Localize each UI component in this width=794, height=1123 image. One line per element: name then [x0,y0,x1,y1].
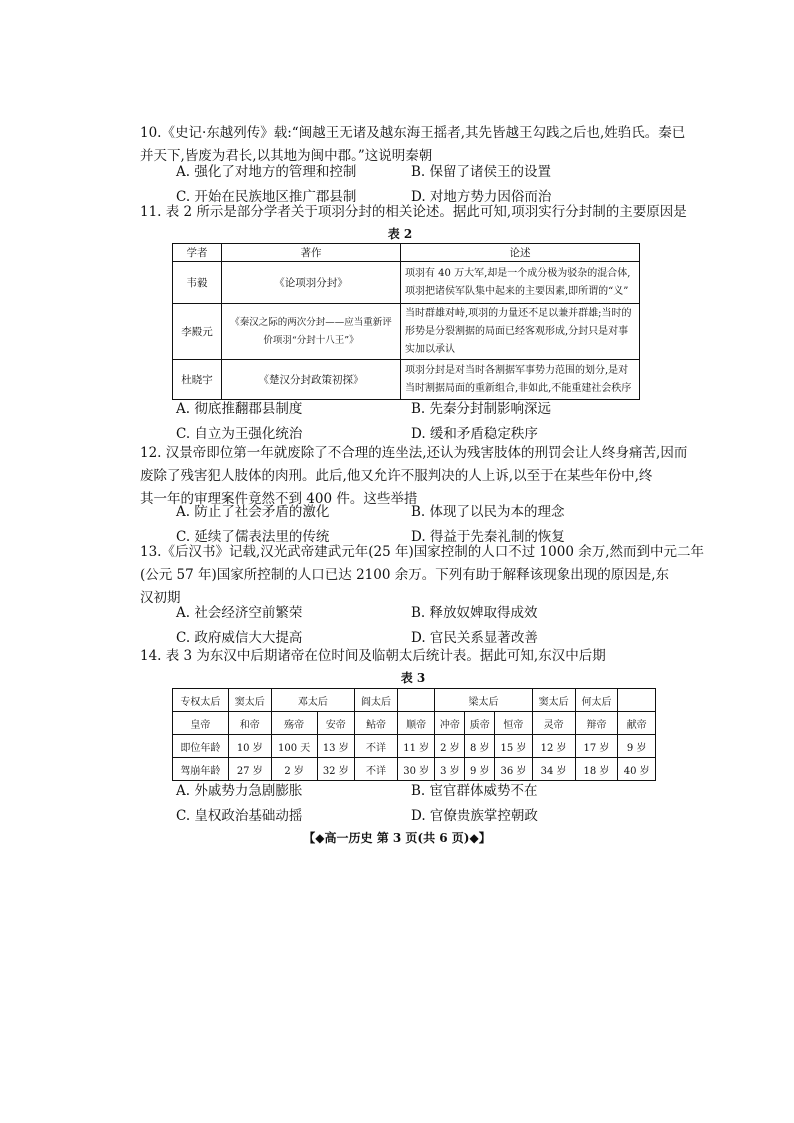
page-footer: 【◆高一历史 第 3 页(共 6 页)◆】 [303,831,491,845]
q14-option-b[interactable]: B. 宦官群体威势不在 [411,783,538,799]
table-3-age-cell: 100 天 [271,735,317,758]
table-3-age-cell: 10 岁 [228,735,271,758]
table-2-header-scholar: 学者 [173,244,222,262]
table-3-accession-row [173,735,656,758]
table-3-empress-cell: 梁太后 [435,689,532,712]
question-12-stem-line-3: 其一年的审理案件竟然不到 400 件。这些举措 [140,491,418,507]
table-3-age-cell: 34 岁 [532,758,575,781]
question-13-stem-line-3: 汉初期 [140,590,181,606]
table-3-emperor-cell: 灵帝 [532,712,575,735]
table-3-age-cell: 11 岁 [397,735,435,758]
table-3-emperor-cell: 恒帝 [495,712,533,735]
table-2-header-argument: 论述 [401,244,640,262]
table-3-age-cell: 不详 [355,758,398,781]
table-2-work-cell: 《论项羽分封》 [222,262,401,304]
table-2-scholar-cell: 杜晓宇 [173,360,222,400]
table-2 [172,243,640,400]
q11-option-b[interactable]: B. 先秦分封制影响深远 [411,401,552,417]
q13-option-a[interactable]: A. 社会经济空前繁荣 [176,605,303,621]
question-14 [140,645,670,668]
question-11 [140,201,687,224]
table-2-argument-cell: 项羽分封是对当时各割据军事势力范围的划分,是对当时割据局面的重新组合,非如此,不能重建社会秩序 [401,360,640,400]
table-3-row-label: 即位年龄 [173,735,229,758]
table-3-emperor-cell: 和帝 [228,712,271,735]
question-14-stem-line-1: 14. 表 3 为东汉中后期诸帝在位时间及临朝太后统计表。据此可知,东汉中后期 [140,648,606,664]
table-2-work-cell: 《秦汉之际的两次分封——应当重新评价项羽“分封十八王”》 [222,304,401,360]
table-2-argument-cell: 项羽有 40 万大军,却是一个成分极为驳杂的混合体,项羽把诸侯军队集中起来的主要因素,即所谓的“义” [401,262,640,304]
table-3-age-cell: 3 岁 [435,758,465,781]
table-row [173,262,640,304]
q13-option-d[interactable]: D. 官民关系显著改善 [411,630,538,646]
table-2-argument-cell: 当时群雄对峙,项羽的力量还不足以兼并群雄;当时的形势是分裂割据的局面已经客观形成,分封只是对事实加以承认 [401,304,640,360]
table-2-header-row [173,244,640,262]
table-3-emperor-cell: 冲帝 [435,712,465,735]
table-3-empress-cell: 邓太后 [271,689,354,712]
question-11-stem-line-1: 11. 表 2 所示是部分学者关于项羽分封的相关论述。据此可知,项羽实行分封制的主要原因是 [140,204,687,220]
question-13-stem-line-1: 13.《后汉书》记载,汉光武帝建武元年(25 年)国家控制的人口不过 1000 余万,然而到中元二年 [140,544,704,560]
question-13-options [176,601,646,651]
table-3-age-cell: 9 岁 [465,758,495,781]
question-13-stem-line-2: (公元 57 年)国家所控制的人口已达 2100 余万。下列有助于解释该现象出现的原因是,东 [140,567,670,583]
q10-option-c[interactable]: C. 开始在民族地区推广郡县制 [176,189,357,205]
table-2-scholar-cell: 韦毅 [173,262,222,304]
table-3-age-cell: 17 岁 [575,735,618,758]
question-11-options [176,397,646,447]
table-3-age-cell: 18 岁 [575,758,618,781]
q12-option-a[interactable]: A. 防止了社会矛盾的激化 [176,504,330,520]
q12-option-c[interactable]: C. 延续了儒表法里的传统 [176,529,330,545]
question-12-stem-line-2: 废除了残害犯人肢体的肉刑。此后,他又允许不服判决的人上诉,以至于在某些年份中,终 [140,468,653,484]
table-3-emperor-cell: 鲇帝 [355,712,398,735]
q12-option-b[interactable]: B. 体现了以民为本的理念 [411,504,565,520]
table-3-empress-cell: 窦太后 [532,689,575,712]
table-3-age-cell: 30 岁 [397,758,435,781]
table-3-emperor-cell: 殇帝 [271,712,317,735]
table-3-age-cell: 36 岁 [495,758,533,781]
table-3-empress-cell [618,689,656,712]
table-3-emperor-cell: 安帝 [317,712,355,735]
q13-option-c[interactable]: C. 政府威信大大提高 [176,630,303,646]
q14-option-c[interactable]: C. 皇权政治基础动摇 [176,808,303,824]
q12-option-d[interactable]: D. 得益于先秦礼制的恢复 [411,529,565,545]
table-3-age-cell: 13 岁 [317,735,355,758]
table-3-empress-cell [397,689,435,712]
table-3-age-cell: 32 岁 [317,758,355,781]
q14-option-a[interactable]: A. 外戚势力急剧膨胀 [176,783,303,799]
table-3-row-label: 皇帝 [173,712,229,735]
table-3-age-cell: 2 岁 [435,735,465,758]
table-3-age-cell: 12 岁 [532,735,575,758]
table-3-empress-row [173,689,656,712]
q10-option-b[interactable]: B. 保留了诸侯王的设置 [411,164,552,180]
question-10-stem-line-2: 并天下,皆废为君长,以其地为闽中郡。”这说明秦朝 [140,148,433,164]
table-row [173,304,640,360]
table-2-caption: 表 2 [387,227,413,241]
table-3-emperor-cell: 顺帝 [397,712,435,735]
table-3-age-cell: 2 岁 [271,758,317,781]
q10-option-d[interactable]: D. 对地方势力因俗而治 [411,189,552,205]
table-3-age-cell: 8 岁 [465,735,495,758]
table-3 [172,688,656,781]
table-3-empress-cell: 何太后 [575,689,618,712]
table-3-emperor-cell: 献帝 [618,712,656,735]
table-3-emperor-row [173,712,656,735]
table-3-row-label: 驾崩年龄 [173,758,229,781]
question-10-stem-line-1: 10.《史记·东越列传》载:“闽越王无诸及越东海王摇者,其先皆越王勾践之后也,姓驺氏。秦已 [140,125,686,141]
q13-option-b[interactable]: B. 释放奴婢取得成效 [411,605,538,621]
table-3-empress-cell: 窦太后 [228,689,271,712]
q11-option-a[interactable]: A. 彻底推翻郡县制度 [176,401,303,417]
q14-option-d[interactable]: D. 官僚贵族掌控朝政 [411,808,538,824]
table-2-header-work: 著作 [222,244,401,262]
q10-option-a[interactable]: A. 强化了对地方的管理和控制 [176,164,357,180]
q11-option-d[interactable]: D. 缓和矛盾稳定秩序 [411,426,538,442]
table-3-age-cell: 15 岁 [495,735,533,758]
table-3-caption: 表 3 [400,671,426,685]
table-3-age-cell: 不详 [355,735,398,758]
table-3-age-cell: 27 岁 [228,758,271,781]
table-row [173,360,640,400]
table-3-emperor-cell: 辩帝 [575,712,618,735]
table-3-age-cell: 9 岁 [618,735,656,758]
q11-option-c[interactable]: C. 自立为王强化统治 [176,426,303,442]
table-3-death-row [173,758,656,781]
question-14-options [176,779,646,829]
table-2-work-cell: 《楚汉分封政策初探》 [222,360,401,400]
table-3-row-label: 专权太后 [173,689,229,712]
question-12-stem-line-1: 12. 汉景帝即位第一年就废除了不合理的连坐法,还认为残害肢体的刑罚会让人终身痛苦,因而 [140,445,688,461]
question-13 [140,541,704,610]
table-2-scholar-cell: 李殿元 [173,304,222,360]
table-3-age-cell: 40 岁 [618,758,656,781]
table-3-emperor-cell: 质帝 [465,712,495,735]
table-3-empress-cell: 阎太后 [355,689,398,712]
